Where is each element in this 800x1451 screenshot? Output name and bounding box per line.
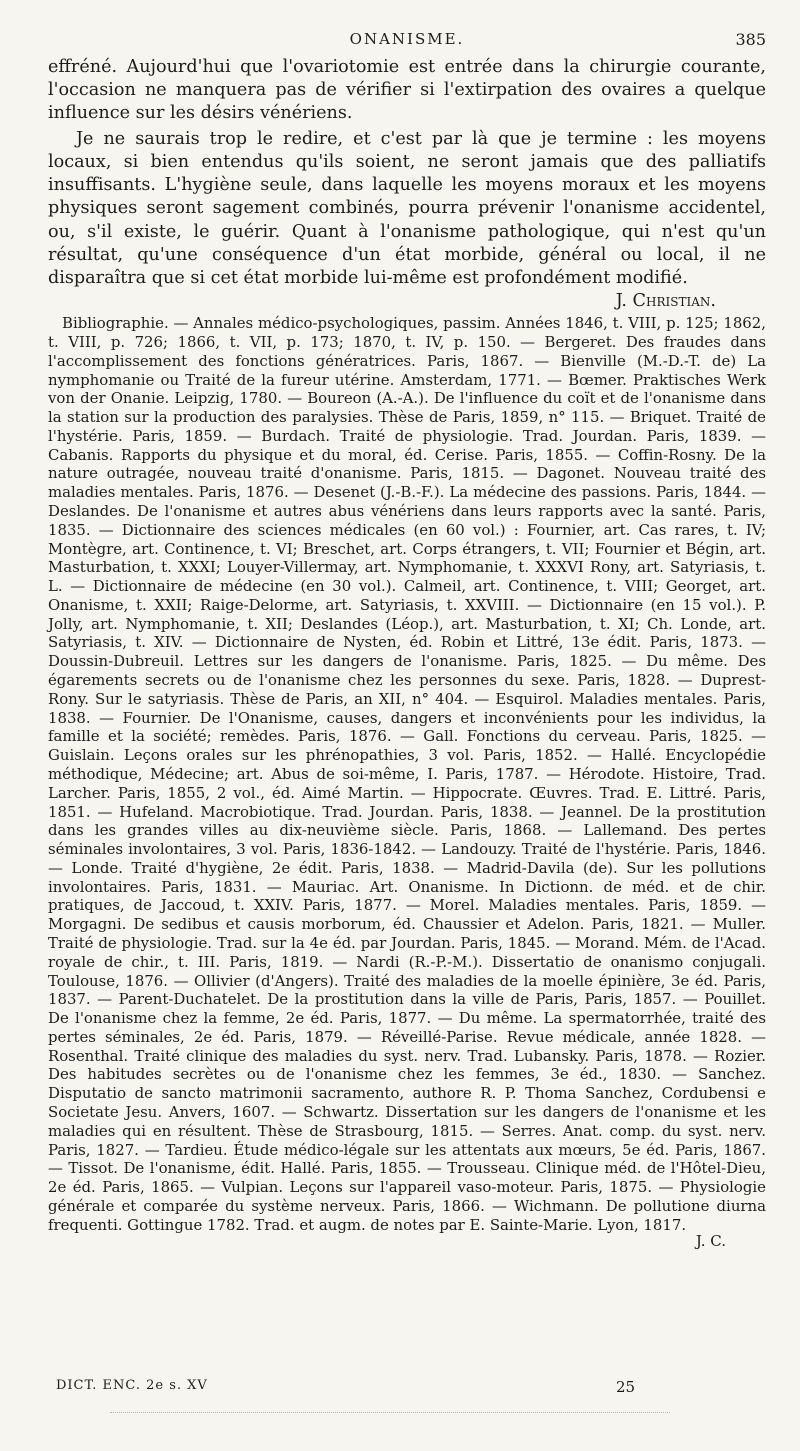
volume-signature: DICT. ENC. 2e s. XV [56, 1378, 208, 1393]
paragraph-text: Je ne saurais trop le redire, et c'est par là que je termine : les moyens locaux, si bien entendus qu'ils soient, ne seront jamais que des palliatifs insuffisants. L'hygiène seule, dans laquelle les moyens moraux et les moyens physiques seront sagement combinés, pourra prévenir l'onanisme accidentel, ou, s'il existe, le guérir. Quant à l'onanisme pathologique, qui n'est qu'un résultat, qu'une conséquence d'un état morbide, général ou local, il ne disparaîtra que si cet état morbide lui-même est profondément modifié. [48, 128, 766, 288]
author-signature: J. Christian. [615, 291, 716, 312]
page-number: 385 [735, 30, 766, 49]
sheet-number: 25 [616, 1378, 636, 1396]
page-footer [48, 1378, 766, 1408]
paragraph [48, 128, 766, 312]
article-body [48, 56, 766, 312]
paragraph: effréné. Aujourd'hui que l'ovariotomie est entrée dans la chirurgie courante, l'occasion ne manquera pas de vérifier si l'extirpation des ovaires a quelque influence sur les désirs vénériens. [48, 57, 766, 124]
bottom-divider [110, 1412, 670, 1413]
page [48, 30, 766, 1396]
bibliography: Bibliographie. — Annales médico-psychologiques, passim. Années 1846, t. VIII, p. 125; 1862, t. VIII, p. 726; 1866, t. VII, p. 173; 1870, t. IV, p. 150. — Bergeret. Des fraudes dans l'accomplissement des fonctions génératrices. Paris, 1867. — Bienville (M.-D.-T. de) La nymphomanie ou Traité de la fureur utérine. Amsterdam, 1771. — Bœmer. Praktisches Werk von der Onanie. Leipzig, 1780. — Boureon (A.-A.). De l'influence du coït et de l'onanisme dans la station sur la production des paralysies. Thèse de Paris, 1859, n° 115. — Briquet. Traité de l'hystérie. Paris, 1859. — Burdach. Traité de physiologie. Trad. Jourdan. Paris, 1839. — Cabanis. Rapports du physique et du moral, éd. Cerise. Paris, 1855. — Coffin-Rosny. De la nature outragée, nouveau traité d'onanisme. Paris, 1815. — Dagonet. Nouveau traité des maladies mentales. Paris, 1876. — Desenet (J.-B.-F.). La médecine des passions. Paris, 1844. — Deslandes. De l'onanisme et autres abus vénériens dans leurs rapports avec la santé. Paris, 1835. — Dictionnaire des sciences médicales (en 60 vol.) : Fournier, art. Cas rares, t. IV; Montègre, art. Continence, t. VI; Breschet, art. Corps étrangers, t. VII; Fournier et Bégin, art. Masturbation, t. XXXI; Louyer-Villermay, art. Nymphomanie, t. XXXVI Rony, art. Satyriasis, t. L. — Dictionnaire de médecine (en 30 vol.). Calmeil, art. Continence, t. VIII; Georget, art. Onanisme, t. XXII; Raige-Delorme, art. Satyriasis, t. XXVIII. — Dictionnaire (en 15 vol.). P. Jolly, art. Nymphomanie, t. XII; Deslandes (Léop.), art. Masturbation, t. XI; Ch. Londe, art. Satyriasis, t. XIV. — Dictionnaire de Nysten, éd. Robin et Littré, 13e édit. Paris, 1873. — Doussin-Dubreuil. Lettres sur les dangers de l'onanisme. Paris, 1825. — Du même. Des égarements secrets ou de l'onanisme chez les personnes du sexe. Paris, 1828. — Duprest-Rony. Sur le satyriasis. Thèse de Paris, an XII, n° 404. — Esquirol. Maladies mentales. Paris, 1838. — Fournier. De l'Onanisme, causes, dangers et inconvénients pour les individus, la famille et la société; remèdes. Paris, 1876. — Gall. Fonctions du cerveau. Paris, 1825. — Guislain. Leçons orales sur les phrénopathies, 3 vol. Paris, 1852. — Hallé. Encyclopédie méthodique, Médecine; art. Abus de soi-même, I. Paris, 1787. — Hérodote. Histoire, Trad. Larcher. Paris, 1855, 2 vol., éd. Aimé Martin. — Hippocrate. Œuvres. Trad. E. Littré. Paris, 1851. — Hufeland. Macrobiotique. Trad. Jourdan. Paris, 1838. — Jeannel. De la prostitution dans les grandes villes au dix-neuvième siècle. Paris, 1868. — Lallemand. Des pertes séminales involontaires, 3 vol. Paris, 1836-1842. — Landouzy. Traité de l'hystérie. Paris, 1846. — Londe. Traité d'hygiène, 2e édit. Paris, 1838. — Madrid-Davila (de). Sur les pollutions involontaires. Paris, 1831. — Mauriac. Art. Onanisme. In Dictionn. de méd. et de chir. pratiques, de Jaccoud, t. XXIV. Paris, 1877. — Morel. Maladies mentales. Paris, 1859. — Morgagni. De sedibus et causis morborum, éd. Chaussier et Adelon. Paris, 1821. — Muller. Traité de physiologie. Trad. sur la 4e éd. par Jourdan. Paris, 1845. — Morand. Mém. de l'Acad. royale de chir., t. III. Paris, 1819. — Nardi (R.-P.-M.). Dissertatio de onanismo conjugali. Toulouse, 1876. — Ollivier (d'Angers). Traité des maladies de la moelle épinière, 3e éd. Paris, 1837. — Parent-Duchatelet. De la prostitution dans la ville de Paris, Paris, 1857. — Pouillet. De l'onanisme chez la femme, 2e éd. Paris, 1877. — Du même. La spermatorrhée, traité des pertes séminales, 2e éd. Paris, 1879. — Réveillé-Parise. Revue médicale, année 1828. — Rosenthal. Traité clinique des maladies du syst. nerv. Trad. Lubansky. Paris, 1878. — Rozier. Des habitudes secrètes ou de l'onanisme chez les femmes, 3e éd., 1830. — Sanchez. Disputatio de sancto matrimonii sacramento, authore R. P. Thoma Sanchez, Cordubensi e Societate Jesu. Anvers, 1607. — Schwartz. Dissertation sur les dangers de l'onanisme et les maladies qui en résultent. Thèse de Strasbourg, 1815. — Serres. Anat. comp. du syst. nerv. Paris, 1827. — Tardieu. Étude médico-légale sur les attentats aux mœurs, 5e éd. Paris, 1867. — Tissot. De l'onanisme, édit. Hallé. Paris, 1855. — Trousseau. Clinique méd. de l'Hôtel-Dieu, 2e éd. Paris, 1865. — Vulpian. Leçons sur l'appareil vaso-moteur. Paris, 1875. — Physiologie générale et comparée du système nerveux. Paris, 1866. — Wichmann. De pollutione diurna frequenti. Gottingue 1782. Trad. et augm. de notes par E. Sainte-Marie. Lyon, 1817. [48, 314, 766, 1234]
running-header [48, 30, 766, 56]
bibliography-signature: J. C. [695, 1232, 726, 1251]
running-title: ONANISME. [349, 30, 465, 48]
